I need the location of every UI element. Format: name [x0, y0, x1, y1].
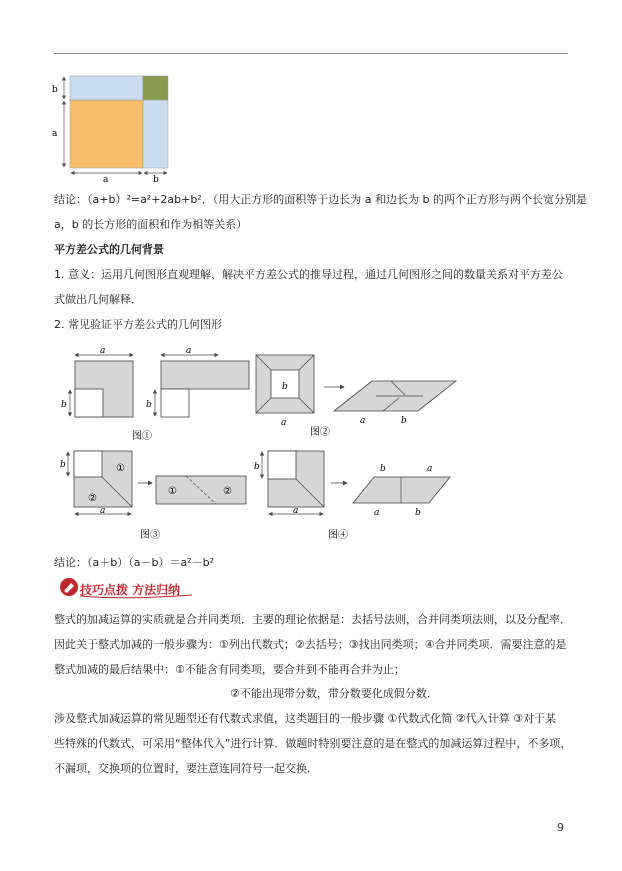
meaning-line1: 1. 意义：运用几何图形直观理解、解决平方差公式的推导过程，通过几何图形之间的数量关系对平方差公 [54, 268, 563, 281]
difference-of-squares-figures [58, 343, 458, 548]
svg-text:b: b [282, 382, 288, 392]
svg-text:a: a [186, 346, 192, 356]
page-number: 9 [557, 821, 564, 834]
svg-text:a: a [100, 346, 106, 356]
section-heading: 平方差公式的几何背景 [54, 243, 164, 256]
common-figures-line: 2. 常见验证平方差公式的几何图形 [54, 318, 222, 331]
svg-text:②: ② [223, 486, 232, 497]
label-a-bottom: a [103, 175, 109, 184]
svg-text:a: a [427, 464, 433, 474]
caption-fig3: 图③ [140, 530, 160, 541]
label-b-left: b [52, 85, 58, 95]
svg-text:b: b [61, 400, 67, 410]
svg-text:a: a [293, 506, 299, 516]
ab-rect-top [70, 76, 143, 100]
figure-2-frame [256, 355, 456, 428]
b-square [143, 76, 168, 100]
conclusion1-line2: a，b 的长方形的面积和作为相等关系） [54, 218, 248, 231]
svg-text:b: b [380, 464, 386, 474]
label-b-bottom: b [153, 175, 159, 184]
figure-1-right [146, 346, 249, 417]
figure-4 [254, 451, 450, 518]
label-a-left: a [52, 129, 58, 139]
caption-fig2: 图② [310, 427, 330, 438]
ab-rect-right [143, 100, 168, 168]
caption-fig1: 图① [132, 431, 152, 442]
figure-1-left [61, 346, 133, 417]
svg-text:①: ① [168, 486, 177, 497]
meaning-line2: 式做出几何解释． [54, 293, 142, 306]
svg-text:b: b [146, 400, 152, 410]
tip-title: 技巧点拨 方法归纳 [80, 583, 181, 597]
a-square [70, 100, 143, 168]
svg-text:a: a [374, 508, 380, 518]
paragraph-line5: 涉及整式加减运算的常见题型还有代数式求值，这类题目的一般步骤 ①代数式化简 ②代入计算 ③对于某 [54, 712, 557, 725]
paragraph-line2: 因此关于整式加减的一般步骤为：①列出代数式；②去括号；③找出同类项；④合并同类项．需要注意的是 [54, 638, 567, 651]
svg-text:b: b [415, 508, 421, 518]
caption-fig4: 图④ [328, 530, 348, 541]
paragraph-line3: 整式加减的最后结果中：①不能含有同类项，要合并到不能再合并为止； [54, 663, 405, 676]
square-expansion-figure [50, 72, 180, 184]
svg-text:②: ② [88, 493, 97, 504]
svg-text:a: a [281, 418, 287, 428]
paragraph-line1: 整式的加减运算的实质就是合并同类项．主要的理论依据是：去括号法则，合并同类项法则，以及分配率． [54, 613, 571, 626]
conclusion2-line: 结论：（a＋b）（a－b）＝a²－b² [54, 556, 214, 569]
svg-text:a: a [100, 506, 106, 516]
paragraph-line6: 些特殊的代数式，可采用“整体代入”进行计算．做题时特别要注意的是在整式的加减运算过程中，不多项， [54, 737, 572, 750]
conclusion1-line1: 结论：（a+b）²=a²+2ab+b²．（用大正方形的面积等于边长为 a 和边长为 b 的两个正方形与两个长宽分别是 [54, 193, 587, 206]
paragraph-line4: ②不能出现带分数，带分数要化成假分数． [230, 687, 438, 700]
svg-text:a: a [360, 416, 366, 426]
svg-text:b: b [254, 462, 260, 472]
header-rule [54, 53, 568, 54]
svg-text:①: ① [116, 463, 125, 474]
svg-text:b: b [401, 416, 407, 426]
paragraph-line7: 不漏项，交换项的位置时，要注意连同符号一起交换． [54, 762, 318, 775]
svg-text:b: b [60, 460, 66, 470]
figure-3 [60, 451, 246, 516]
